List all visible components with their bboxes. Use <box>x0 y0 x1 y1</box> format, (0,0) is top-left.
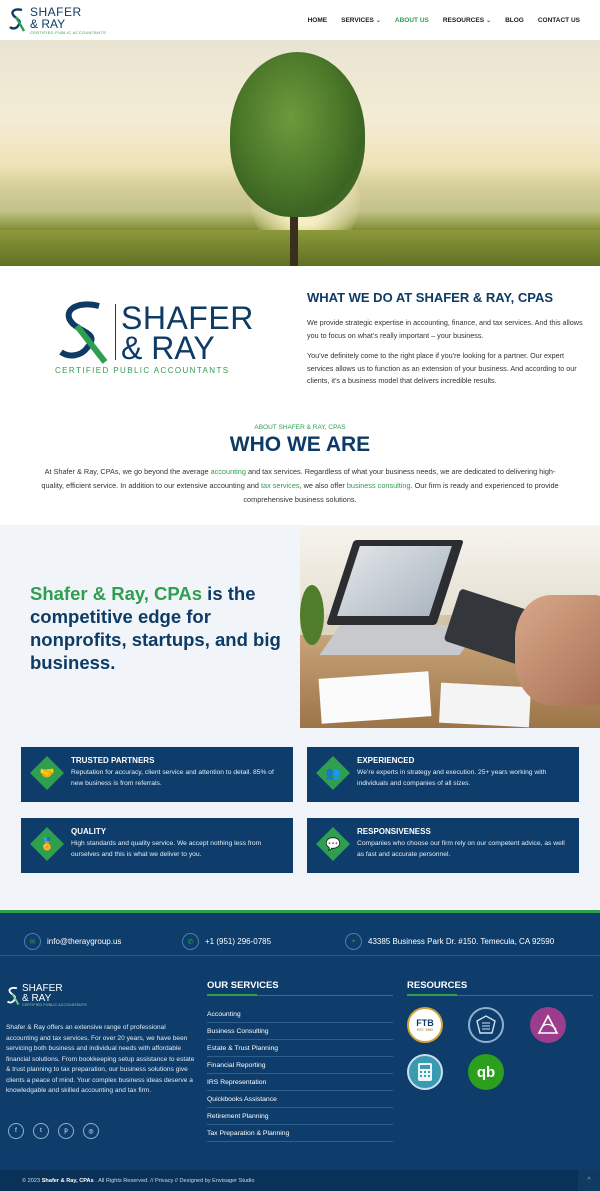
service-link[interactable]: Tax Preparation & Planning <box>207 1125 393 1142</box>
services-title: OUR SERVICES <box>207 980 279 991</box>
who-we-are-section <box>0 424 600 507</box>
triangle-logo-icon[interactable] <box>530 1007 566 1043</box>
contact-row <box>0 920 600 956</box>
service-link[interactable]: Retirement Planning <box>207 1108 393 1125</box>
nav-contact-label: CONTACT US <box>537 16 580 24</box>
link-accounting[interactable]: accounting <box>210 467 246 476</box>
card-experienced <box>307 747 579 802</box>
link-tax-services[interactable]: tax services <box>261 481 300 490</box>
back-to-top-button[interactable] <box>578 1170 600 1191</box>
card-desc: Companies who choose our firm rely on our competent advice, as well as fast and accurate personnel. <box>357 840 565 858</box>
competitive-headline <box>30 582 290 674</box>
hero-tree-canopy <box>230 52 365 217</box>
site-footer <box>0 910 600 1191</box>
chevron-up-icon: ^ <box>587 1177 591 1184</box>
contact-phone[interactable] <box>182 933 271 950</box>
contact-address[interactable] <box>345 933 554 950</box>
link-business-consulting[interactable]: business consulting <box>346 481 411 490</box>
nav-home-label: HOME <box>307 16 328 24</box>
copyright-a: © 2023 <box>22 1178 42 1184</box>
chat-icon: 💬 <box>317 828 349 860</box>
copyright-bar <box>0 1170 600 1191</box>
contact-email[interactable] <box>24 933 121 950</box>
who-eyebrow: ABOUT SHAFER & RAY, CPAS <box>254 424 346 431</box>
competitive-highlight: Shafer & Ray, CPAs <box>30 583 203 604</box>
quickbooks-icon[interactable] <box>468 1054 504 1090</box>
email-icon: ✉ <box>24 933 41 950</box>
service-link[interactable]: Business Consulting <box>207 1023 393 1040</box>
footer-logo[interactable] <box>6 984 87 1008</box>
services-rule <box>207 995 393 996</box>
card-title: EXPERIENCED <box>357 756 415 765</box>
card-title: QUALITY <box>71 827 107 836</box>
card-trusted-partners <box>21 747 293 802</box>
footer-accent-bar <box>0 910 600 913</box>
who-text-a: At Shafer & Ray, CPAs, we go beyond the average <box>44 467 211 476</box>
photo-papers <box>439 683 531 728</box>
card-desc: High standards and quality service. We accept nothing less from ourselves and this is what we deliver to you. <box>71 840 262 858</box>
pinterest-icon[interactable]: p <box>58 1123 74 1139</box>
copyright-company: Shafer & Ray, CPAs <box>41 1178 94 1184</box>
ftb-sub: EST. 1950 <box>416 1028 434 1032</box>
nav-resources-label: RESOURCES <box>442 16 485 24</box>
who-text-d: . Our firm is ready and experienced to provide comprehensive business solutions. <box>243 481 559 504</box>
who-paragraph <box>0 465 600 507</box>
sr-monogram-icon <box>6 985 20 1007</box>
calculator-icon[interactable] <box>407 1054 443 1090</box>
card-quality <box>21 818 293 873</box>
ftb-label: FTB <box>416 1018 434 1028</box>
nav-contact-us[interactable] <box>538 17 580 24</box>
footer-logo-line1: SHAFER <box>22 983 63 994</box>
who-text-b: and tax services. Regardless of what your business needs, we are dedicated to delivering high-quality, efficient service. In addition to our extensive accounting and <box>41 467 556 490</box>
photo-hands <box>515 595 600 705</box>
nav-services[interactable] <box>341 17 381 24</box>
competitive-rest: is the competitive edge for nonprofits, startups, and big business. <box>30 583 281 673</box>
ftb-badge-icon[interactable] <box>407 1007 443 1043</box>
team-icon: 👥 <box>317 757 349 789</box>
nav-services-label: SERVICES <box>341 16 374 24</box>
facebook-icon[interactable]: f <box>8 1123 24 1139</box>
card-desc: Reputation for accuracy, client service and attention to detail. 85% of new business is from referrals. <box>71 769 274 787</box>
card-responsiveness <box>307 818 579 873</box>
service-link[interactable]: Quickbooks Assistance <box>207 1091 393 1108</box>
intro-logo-line2: & RAY <box>121 330 215 366</box>
service-link[interactable]: IRS Representation <box>207 1074 393 1091</box>
logo-line1: SHAFER <box>30 4 82 19</box>
who-text-c: , we also offer <box>299 481 347 490</box>
card-title: RESPONSIVENESS <box>357 827 431 836</box>
office-photo <box>300 525 600 728</box>
footer-logo-line2: & RAY <box>22 993 52 1004</box>
main-nav <box>294 0 580 40</box>
card-title: TRUSTED PARTNERS <box>71 756 155 765</box>
nav-home[interactable] <box>308 17 328 24</box>
phone-icon: ✆ <box>182 933 199 950</box>
chevron-down-icon: ⌄ <box>486 17 492 24</box>
what-we-do-para2: You’ve definitely come to the right place if you’re looking for a partner. Our expert services allows us to function as an extension of your business. And according to our clients, it’s a business model that delivers incredible results. <box>307 351 577 385</box>
address-text: 43385 Business Park Dr. #150. Temecula, CA 92590 <box>368 937 555 946</box>
site-logo[interactable] <box>8 6 106 35</box>
what-we-do-para1: We provide strategic expertise in accounting, finance, and tax services. And this allows you to focus on what’s really important – your business. <box>307 318 583 340</box>
nav-blog[interactable] <box>505 17 524 24</box>
award-icon: 🏅 <box>31 828 63 860</box>
email-text: info@theraygroup.us <box>47 937 122 946</box>
intro-logo-line1: SHAFER <box>121 300 254 336</box>
what-we-do-section <box>307 290 592 396</box>
chevron-down-icon: ⌄ <box>375 17 381 24</box>
hero-field <box>0 230 600 266</box>
intro-logo <box>55 300 255 380</box>
resources-title: RESOURCES <box>407 980 468 991</box>
logo-line2: & RAY <box>30 16 66 31</box>
who-heading: WHO WE ARE <box>229 433 371 456</box>
card-desc: We’re experts in strategy and execution. 25+ years working with individuals and companies of all sizes. <box>357 769 547 787</box>
twitter-icon[interactable]: t <box>33 1123 49 1139</box>
nav-about-us[interactable] <box>395 17 429 24</box>
resources-rule <box>407 995 593 996</box>
sr-monogram-icon <box>8 7 26 33</box>
site-header <box>0 0 600 40</box>
sr-monogram-icon <box>55 300 110 364</box>
photo-papers <box>319 671 432 724</box>
logo-tagline: CERTIFIED PUBLIC ACCOUNTANTS <box>30 29 107 35</box>
what-we-do-heading: WHAT WE DO AT SHAFER & RAY, CPAS <box>307 290 554 305</box>
logo-divider <box>115 304 116 360</box>
service-link[interactable]: Financial Reporting <box>207 1057 393 1074</box>
services-list <box>207 1006 393 1142</box>
handshake-icon: 🤝 <box>31 757 63 789</box>
location-pin-icon: ⌖ <box>345 933 362 950</box>
service-link[interactable]: Accounting <box>207 1006 393 1023</box>
qb-label: qb <box>476 1063 496 1081</box>
nav-about-label: ABOUT US <box>394 16 429 24</box>
copyright-c[interactable]: . All Rights Reserved. // Privacy // Designed by Envisager Studio <box>93 1178 255 1184</box>
service-link[interactable]: Estate & Trust Planning <box>207 1040 393 1057</box>
nav-resources[interactable] <box>443 17 491 24</box>
social-links <box>8 1123 99 1139</box>
nav-blog-label: BLOG <box>505 16 524 24</box>
phone-text: +1 (951) 296-0785 <box>205 937 272 946</box>
footer-logo-tagline: CERTIFIED PUBLIC ACCOUNTANTS <box>22 1003 87 1007</box>
intro-logo-tagline: CERTIFIED PUBLIC ACCOUNTANTS <box>55 366 230 375</box>
hero-image <box>0 40 600 266</box>
photo-plant <box>300 585 324 645</box>
irs-eagle-icon[interactable] <box>468 1007 504 1043</box>
footer-about-text: Shafer & Ray offers an extensive range of professional accounting and tax services. For over 20 years, we have been servicing both business and individual needs with affordable financial solutions. From bookkeeping setup assistance to estate & trust planning to tax preparation, our business solutions give clients a peace of mind. Your complex business ideas deserve a knowledgable and skilled accounting and tax firm. <box>6 1024 195 1094</box>
competitive-edge-section <box>0 525 600 910</box>
instagram-icon[interactable]: ◎ <box>83 1123 99 1139</box>
